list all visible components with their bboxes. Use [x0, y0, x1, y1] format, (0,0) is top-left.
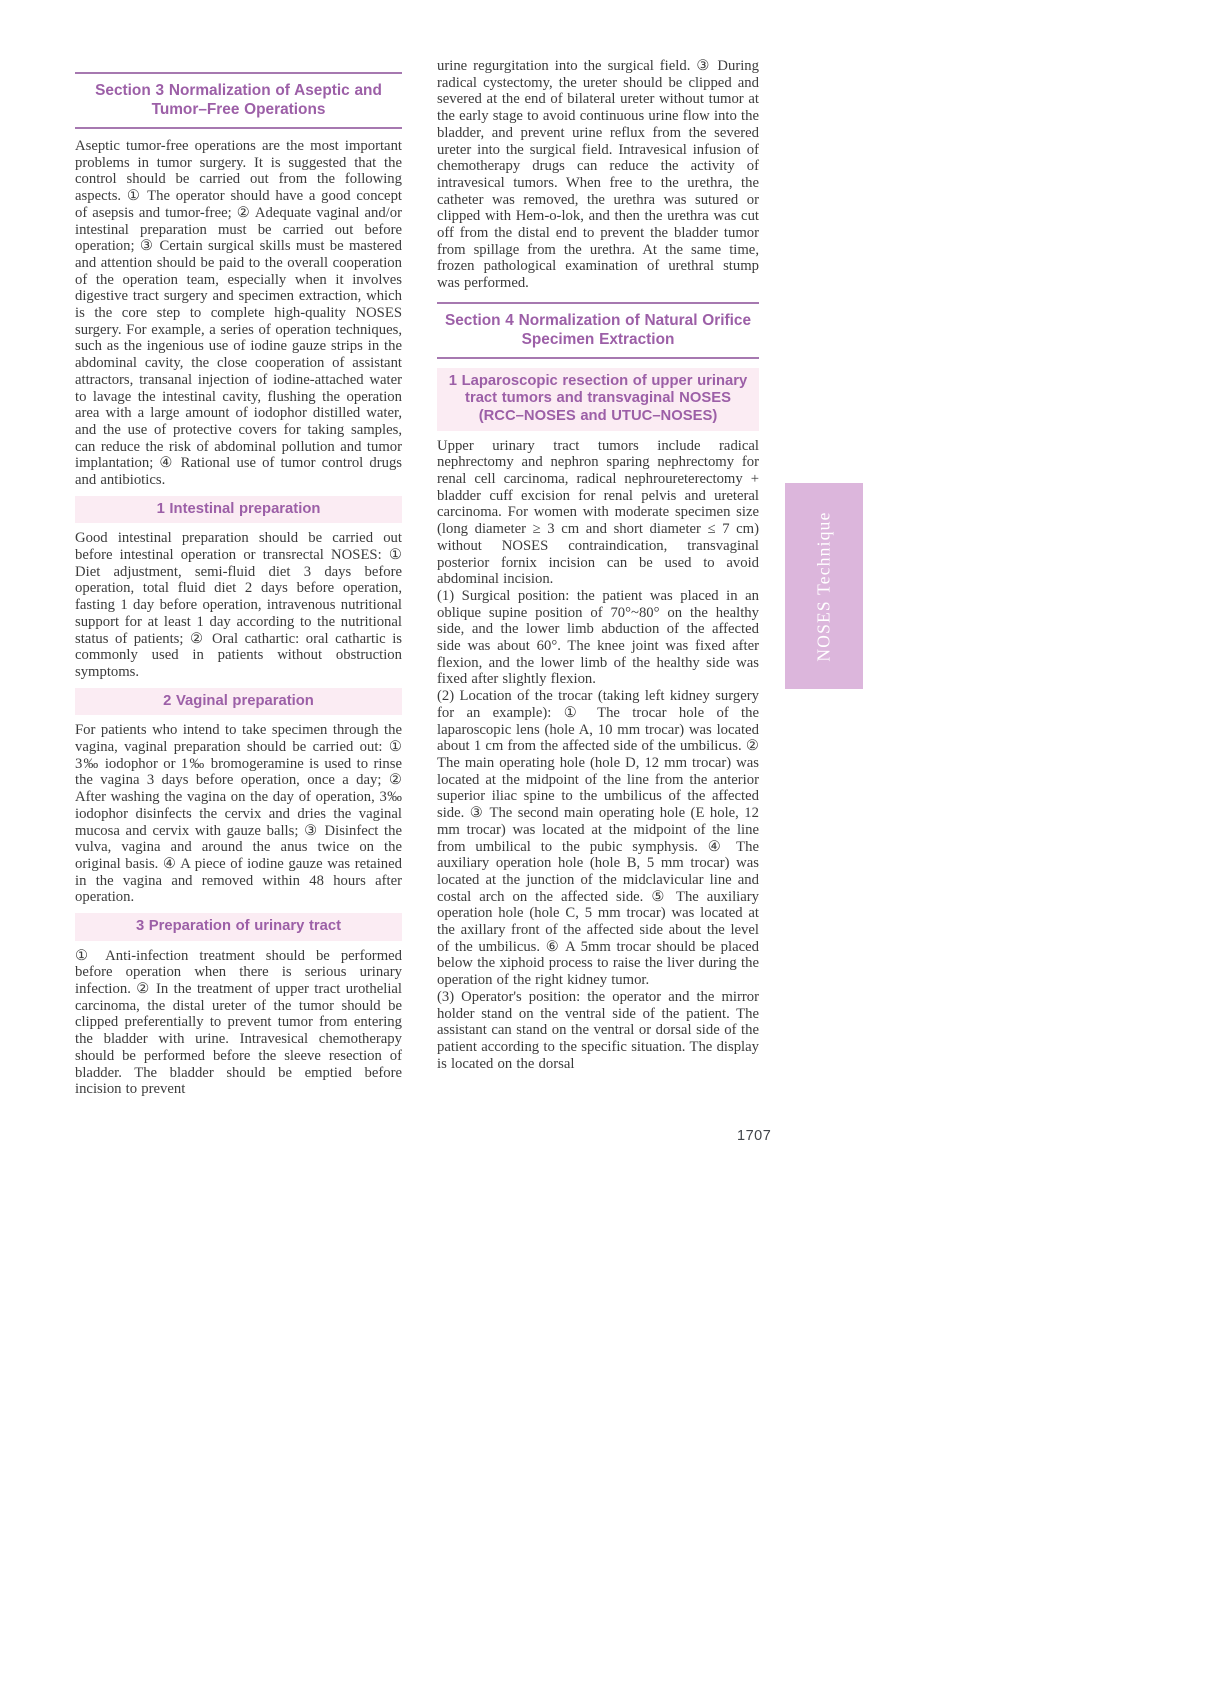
section-3-header: Section 3 Normalization of Aseptic and Tumor–Free Operations — [75, 72, 402, 129]
vaginal-preparation-paragraph: For patients who intend to take specimen through the vagina, vaginal preparation should be carried out: ① 3‰ iodophor or 1‰ bromogeramine is used to rinse the vagina 3 days before operation, once a day; ② After washing the vagina on the day of operation, 3‰ iodophor disinfects the cervix and dries the vaginal mucosa and cervix with gauze balls; ③ Disinfect the vulva, vagina and around the anus twice on the original basis. ④ A piece of iodine gauze was retained in the vagina and removed within 48 hours after operation. — [75, 722, 402, 906]
subheading-urinary-tract-preparation: 3 Preparation of urinary tract — [75, 913, 402, 941]
surgical-position-paragraph: (1) Surgical position: the patient was placed in an oblique supine position of 70°~80° on the healthy side, and the lower limb abduction of the affected side was about 60°. The knee joint was fixed after flexion, and the lower limb of the healthy side was fixed after slightly flexion. — [437, 587, 759, 688]
page-number: 1707 — [737, 1128, 772, 1144]
side-tab-label: NOSES Technique — [813, 510, 834, 662]
intestinal-preparation-paragraph: Good intestinal preparation should be carried out before intestinal operation or transrectal NOSES: ① Diet adjustment, semi-fluid diet 3 days before operation, total fluid diet 2 days before operation, fasting 1 day before operation, intravenous nutritional support for at least 1 day according to the nutritional status of patients; ② Oral cathartic: oral cathartic is commonly used in patients without obstruction symptoms. — [75, 530, 402, 680]
upper-urinary-tract-paragraph: Upper urinary tract tumors include radical nephrectomy and nephron sparing nephrectomy for renal cell carcinoma, radical nephroureterectomy + bladder cuff excision for renal pelvis and ureteral carcinoma. For women with moderate specimen size (long diameter ≥ 3 cm and short diameter ≤ 7 cm) without NOSES contraindication, transvaginal posterior fornix incision can be used to avoid abdominal incision. — [437, 437, 759, 588]
trocar-location-paragraph: (2) Location of the trocar (taking left kidney surgery for an example): ① The trocar hole of the laparoscopic lens (hole A, 10 mm trocar) was located about 1 cm from the affected side of the umbilicus. ② The main operating hole (hole D, 12 mm trocar) was located at the midpoint of the line from the anterior superior iliac spine to the umbilicus of the affected side. ③ The second main operating hole (E hole, 12 mm trocar) was located at the midpoint of the line from umbilical to the pubic symphysis. ④ The auxiliary operation hole (hole B, 5 mm trocar) was located at the junction of the midclavicular line and costal arch on the affected side. ⑤ The auxiliary operation hole (hole C, 5 mm trocar) was located at the axillary front of the affected side about the level of the umbilicus. ⑥ A 5mm trocar should be placed below the xiphoid process to raise the liver during the operation of the right kidney tumor. — [437, 688, 759, 989]
operator-position-paragraph: (3) Operator's position: the operator and the mirror holder stand on the ventral side of the patient. The assistant can stand on the ventral or dorsal side of the patient according to the specific situation. The display is located on the dorsal — [437, 988, 759, 1072]
urinary-tract-preparation-paragraph: ① Anti-infection treatment should be performed before operation when there is serious urinary infection. ② In the treatment of upper tract urothelial carcinoma, the distal ureter of the tumor should be clipped preferentially to prevent tumor from entering the bladder with urine. Intravesical chemotherapy should be performed before the sleeve resection of bladder. The bladder should be emptied before incision to prevent — [75, 947, 402, 1098]
right-column — [437, 58, 759, 1072]
subheading-intestinal-preparation: 1 Intestinal preparation — [75, 496, 402, 524]
chapter-side-tab — [785, 483, 863, 689]
subheading-vaginal-preparation: 2 Vaginal preparation — [75, 688, 402, 716]
left-column — [75, 72, 402, 1098]
section-3-intro-paragraph: Aseptic tumor-free operations are the most important problems in tumor surgery. It is suggested that the control should be carried out from the following aspects. ① The operator should have a good concept of asepsis and tumor-free; ② Adequate vaginal and/or intestinal preparation must be carried out before operation; ③ Certain surgical skills must be mastered and attention should be paid to the overall cooperation of the operation team, especially when it involves digestive tract surgery and specimen extraction, which is the core step to complete high-quality NOSES surgery. For example, a series of operation techniques, such as the ingenious use of iodine gauze strips in the abdominal cavity, the close cooperation of assistant attractors, transanal injection of iodine-attached water to lavage the intestinal cavity, flushing the operation area with a large amount of iodophor distilled water, and the use of protective covers for taking samples, can reduce the risk of abdominal pollution and tumor implantation; ④ Rational use of tumor control drugs and antibiotics. — [75, 138, 402, 489]
subheading-laparoscopic-resection: 1 Laparoscopic resection of upper urinary tract tumors and transvaginal NOSES (RCC–NOSES and UTUC–NOSES) — [437, 368, 759, 431]
urinary-tract-continuation-paragraph: urine regurgitation into the surgical field. ③ During radical cystectomy, the ureter should be clipped and severed at the end of bilateral ureter without tumor at the early stage to avoid continuous urine flow into the bladder, and prevent urine reflux from the severed ureter into the surgical field. Intravesical infusion of chemotherapy drugs can reduce the activity of intravesical tumors. When free to the urethra, the catheter was removed, the urethra was sutured or clipped with Hem-o-lok, and then the urethra was cut off from the distal end to prevent the bladder tumor from spillage from the urethra. At the same time, frozen pathological examination of urethral stump was performed. — [437, 58, 759, 292]
section-4-header: Section 4 Normalization of Natural Orifice Specimen Extraction — [437, 302, 759, 359]
